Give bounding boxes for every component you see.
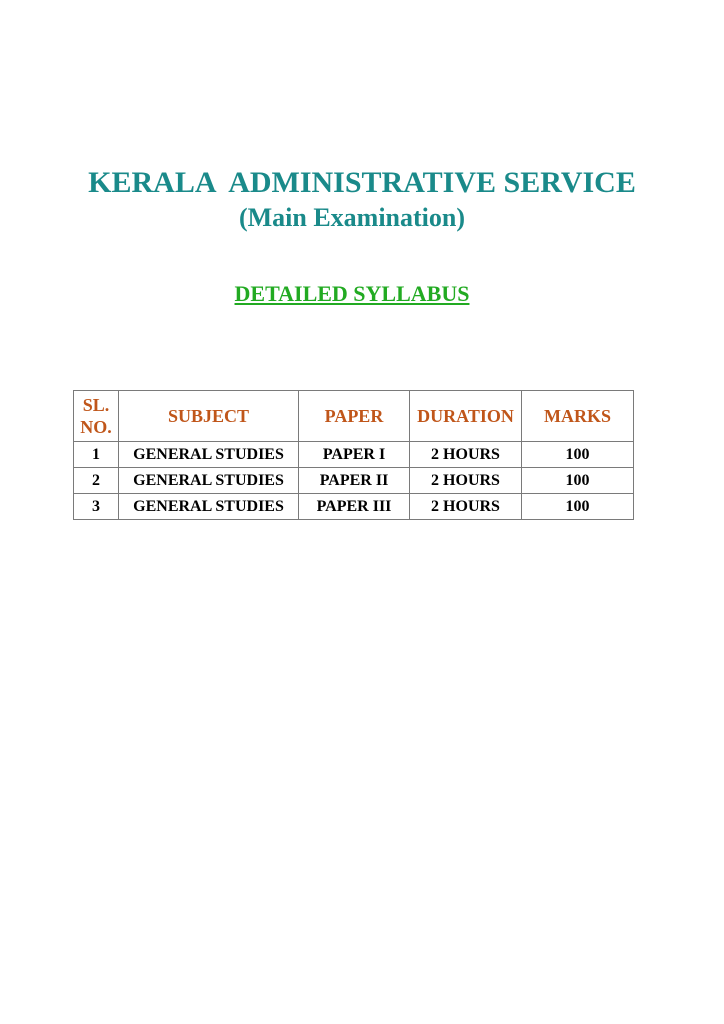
- cell-subject: GENERAL STUDIES: [119, 494, 299, 520]
- cell-subject: GENERAL STUDIES: [119, 468, 299, 494]
- table-row: [74, 468, 634, 494]
- cell-paper: PAPER III: [299, 494, 410, 520]
- header-subject: SUBJECT: [119, 391, 299, 442]
- table-header-row: [74, 391, 634, 442]
- table-row: [74, 442, 634, 468]
- cell-sl-no: 1: [74, 442, 119, 468]
- cell-marks: 100: [522, 442, 634, 468]
- header-duration: DURATION: [410, 391, 522, 442]
- document-title: KERALA ADMINISTRATIVE SERVICE: [88, 166, 636, 199]
- header-marks: MARKS: [522, 391, 634, 442]
- cell-duration: 2 HOURS: [410, 468, 522, 494]
- cell-sl-no: 2: [74, 468, 119, 494]
- cell-marks: 100: [522, 468, 634, 494]
- cell-duration: 2 HOURS: [410, 442, 522, 468]
- cell-sl-no: 3: [74, 494, 119, 520]
- cell-marks: 100: [522, 494, 634, 520]
- syllabus-heading: DETAILED SYLLABUS: [234, 281, 470, 306]
- exam-papers-table: [73, 390, 634, 520]
- cell-paper: PAPER I: [299, 442, 410, 468]
- document-subtitle: (Main Examination): [238, 203, 466, 232]
- table-row: [74, 494, 634, 520]
- cell-subject: GENERAL STUDIES: [119, 442, 299, 468]
- header-sl-no: SL. NO.: [74, 391, 119, 442]
- header-paper: PAPER: [299, 391, 410, 442]
- cell-duration: 2 HOURS: [410, 494, 522, 520]
- cell-paper: PAPER II: [299, 468, 410, 494]
